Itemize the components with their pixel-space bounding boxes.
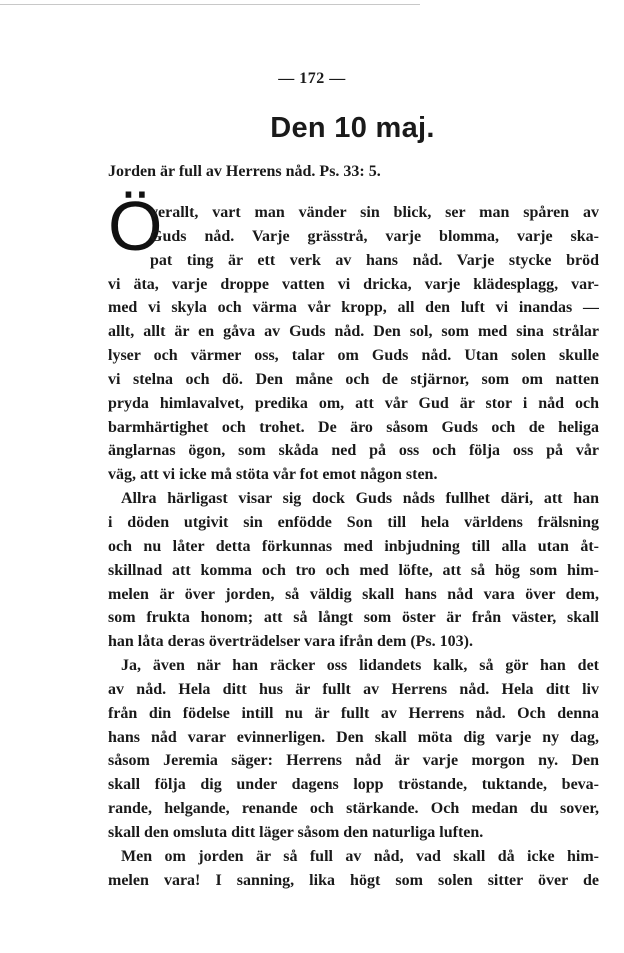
text-line: såsom Jeremia säger: Herrens nåd är varje morgon ny. Den: [108, 752, 599, 770]
text-line: rande, helgande, renande och stärkande. Och medan du sover,: [108, 800, 599, 818]
text-line: hans nåd varar evinnerligen. Den skall möta dig varje ny dag,: [108, 728, 599, 746]
text-line: vi äta, varje droppe vatten vi dricka, varje klädesplagg, var-: [108, 275, 599, 293]
text-line: som frukta honom; att så långt som öster är från väster, skall: [108, 609, 599, 627]
page-title: Den 10 maj.: [270, 112, 435, 144]
text-line: lyser och värmer oss, talar om Guds nåd. Utan solen skulle: [108, 347, 599, 365]
text-line: vi stelna och dö. Den måne och de stjärnor, som om natten: [108, 370, 599, 388]
text-line: pryda himlavalvet, predika om, att vår Gud är stor i nåd och: [108, 394, 599, 412]
text-line: skillnad att komma och tro och med löfte, att så hög som him-: [108, 561, 599, 579]
text-line: Men om jorden är så full av nåd, vad skall då icke him-: [121, 847, 599, 865]
text-line: väg, att vi icke må stöta vår fot emot någon sten.: [108, 466, 438, 484]
text-line: och nu låter detta förkunnas med inbjudning till alla utan åt-: [108, 537, 599, 555]
text-line: av nåd. Hela ditt hus är fullt av Herrens nåd. Hela ditt liv: [108, 680, 599, 698]
page-number: — 172 —: [278, 70, 346, 87]
body-text: [108, 201, 599, 892]
text-line: skall den omsluta ditt läger såsom den naturliga luften.: [108, 823, 484, 841]
text-line: i döden utgivit sin enfödde Son till hela världens frälsning: [108, 513, 599, 531]
text-line: pat ting är ett verk av hans nåd. Varje stycke bröd: [150, 251, 599, 269]
text-line: från din födelse intill nu är fullt av Herrens nåd. Och denna: [108, 704, 599, 722]
text-line: Ja, även när han räcker oss lidandets kalk, så gör han det: [121, 657, 599, 675]
text-line: melen vara! I sanning, lika högt som solen sitter över de: [108, 871, 599, 889]
text-line: änglarnas ögon, som skåda ned på oss och följa oss på vår: [108, 442, 599, 460]
text-line: verallt, vart man vänder sin blick, ser man spåren av: [150, 204, 599, 221]
top-rule: [0, 4, 420, 5]
text-line: melen är över jorden, så väldig skall hans nåd vara över dem,: [108, 585, 599, 603]
text-line: med vi skyla och värma vår kropp, all den luft vi inandas —: [108, 299, 599, 317]
text-line: barmhärtighet och trohet. De äro såsom Guds och de heliga: [108, 418, 599, 436]
text-line: Guds nåd. Varje grässtrå, varje blomma, varje ska-: [150, 227, 599, 245]
text-line: skall följa dig under dagens lopp tröstande, tuktande, beva-: [108, 776, 599, 794]
drop-cap: Ö: [108, 187, 163, 265]
text-line: allt, allt är en gåva av Guds nåd. Den sol, som med sina strålar: [108, 323, 599, 341]
text-line: han låta deras överträdelser vara ifrån dem (Ps. 103).: [108, 633, 473, 651]
text-line: Allra härligast visar sig dock Guds nåds fullhet däri, att han: [121, 490, 599, 508]
epigraph: Jorden är full av Herrens nåd. Ps. 33: 5.: [108, 163, 381, 180]
